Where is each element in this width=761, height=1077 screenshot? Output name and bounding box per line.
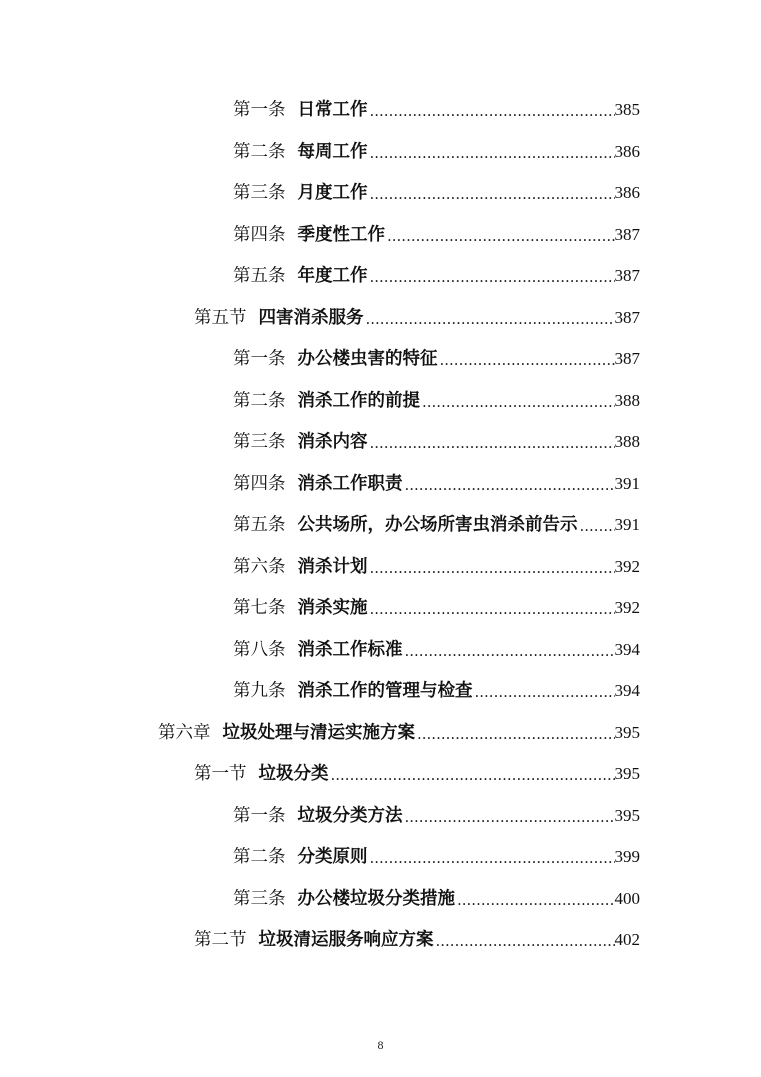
toc-dot-leader xyxy=(473,679,615,705)
toc-entry-title: 日常工作 xyxy=(297,100,368,120)
toc-entry[interactable] xyxy=(233,553,640,581)
toc-dot-leader xyxy=(403,804,615,830)
toc-entry-page: 395 xyxy=(614,722,640,742)
toc-entry-title: 公共场所，办公场所害虫消杀前告示 xyxy=(297,515,578,535)
toc-entry-title: 办公楼垃圾分类措施 xyxy=(297,888,455,909)
toc-entry-page: 386 xyxy=(614,183,640,202)
toc-entry-number: 第二条 xyxy=(233,390,286,411)
toc-dot-leader xyxy=(368,845,615,871)
toc-dot-leader xyxy=(434,928,615,954)
toc-entry[interactable] xyxy=(194,304,640,332)
toc-dot-leader xyxy=(438,347,615,373)
toc-entry-number: 第四条 xyxy=(233,473,286,494)
toc-entry[interactable] xyxy=(194,760,640,788)
toc-entry-title: 垃圾分类方法 xyxy=(297,805,403,826)
toc-entry-page: 388 xyxy=(614,432,640,451)
toc-dot-leader xyxy=(329,762,615,788)
toc-entry[interactable] xyxy=(233,802,640,830)
toc-entry-number: 第六章 xyxy=(158,722,211,743)
toc-entry-page: 387 xyxy=(614,224,640,244)
toc-entry-title: 垃圾清运服务响应方案 xyxy=(258,930,434,950)
toc-entry[interactable] xyxy=(233,387,640,415)
toc-dot-leader xyxy=(403,638,615,664)
toc-entry-number: 第五条 xyxy=(233,266,286,286)
toc-entry-number: 第四条 xyxy=(233,224,286,245)
toc-entry[interactable] xyxy=(233,594,640,622)
toc-entry-title: 消杀实施 xyxy=(297,598,368,618)
toc-dot-leader xyxy=(368,430,615,456)
toc-dot-leader xyxy=(403,472,615,498)
toc-entry-title: 季度性工作 xyxy=(297,224,385,245)
toc-entry-title: 消杀工作标准 xyxy=(297,639,403,660)
toc-entry-title: 消杀工作的前提 xyxy=(297,390,420,411)
toc-dot-leader xyxy=(368,555,615,581)
toc-entry[interactable] xyxy=(233,843,640,871)
toc-entry-number: 第九条 xyxy=(233,681,286,701)
toc-entry-title: 每周工作 xyxy=(297,141,368,162)
toc-entry[interactable] xyxy=(233,262,640,290)
toc-entry-page: 395 xyxy=(614,805,640,825)
toc-entry[interactable] xyxy=(233,511,640,539)
toc-entry-number: 第五条 xyxy=(233,515,286,535)
toc-entry-page: 385 xyxy=(614,100,640,119)
toc-entry-title: 月度工作 xyxy=(297,183,368,203)
toc-entry-number: 第一条 xyxy=(233,349,286,369)
toc-entry-number: 第二节 xyxy=(194,930,247,950)
toc-entry-number: 第一条 xyxy=(233,805,286,826)
toc-dot-leader xyxy=(455,887,615,913)
toc-dot-leader xyxy=(415,721,615,747)
toc-entry[interactable] xyxy=(233,885,640,913)
toc-entry-page: 402 xyxy=(614,930,640,949)
toc-entry[interactable] xyxy=(233,138,640,166)
toc-entry[interactable] xyxy=(233,179,640,207)
toc-entry[interactable] xyxy=(233,221,640,249)
toc-entry-title: 消杀工作的管理与检查 xyxy=(297,681,473,701)
toc-entry-page: 387 xyxy=(614,307,640,327)
toc-entry-title: 消杀内容 xyxy=(297,432,368,452)
toc-entry[interactable] xyxy=(233,428,640,456)
toc-entry-number: 第六条 xyxy=(233,556,286,577)
toc-entry-page: 394 xyxy=(614,639,640,659)
toc-entry[interactable] xyxy=(233,345,640,373)
page-number: 8 xyxy=(377,1038,384,1052)
toc-entry[interactable] xyxy=(233,96,640,124)
toc-entry[interactable] xyxy=(158,719,640,747)
toc-entry-number: 第五节 xyxy=(194,307,247,328)
toc-entry-page: 387 xyxy=(614,266,640,285)
toc-dot-leader xyxy=(578,513,615,539)
toc-entry-page: 394 xyxy=(614,681,640,700)
toc-entry-title: 消杀工作职责 xyxy=(297,473,403,494)
toc-entry-number: 第一节 xyxy=(194,764,247,784)
toc-entry[interactable] xyxy=(233,677,640,705)
toc-entry-title: 垃圾分类 xyxy=(258,764,329,784)
toc-dot-leader xyxy=(368,98,615,124)
toc-entry[interactable] xyxy=(233,636,640,664)
toc-entry-title: 四害消杀服务 xyxy=(258,307,364,328)
toc-entry-number: 第三条 xyxy=(233,888,286,909)
toc-entry-page: 399 xyxy=(614,847,640,866)
toc-entry-title: 消杀计划 xyxy=(297,556,368,577)
toc-entry-number: 第三条 xyxy=(233,183,286,203)
toc-entry-page: 387 xyxy=(614,349,640,368)
toc-entry-page: 392 xyxy=(614,598,640,617)
toc-entry-number: 第八条 xyxy=(233,639,286,660)
toc-entry-title: 办公楼虫害的特征 xyxy=(297,349,438,369)
toc-entry[interactable] xyxy=(233,470,640,498)
toc-entry-title: 年度工作 xyxy=(297,266,368,286)
toc-dot-leader xyxy=(385,223,615,249)
toc-dot-leader xyxy=(368,596,615,622)
toc-entry-number: 第三条 xyxy=(233,432,286,452)
toc-entry-page: 395 xyxy=(614,764,640,783)
toc-entry-number: 第一条 xyxy=(233,100,286,120)
toc-dot-leader xyxy=(368,181,615,207)
toc-entry-page: 400 xyxy=(614,888,640,908)
toc-dot-leader xyxy=(420,389,615,415)
toc-entry[interactable] xyxy=(194,926,640,954)
toc-dot-leader xyxy=(368,264,615,290)
toc-entry-page: 391 xyxy=(614,473,640,493)
toc-entry-number: 第二条 xyxy=(233,141,286,162)
toc-entry-page: 388 xyxy=(614,390,640,410)
toc-entry-title: 分类原则 xyxy=(297,847,368,867)
toc-dot-leader xyxy=(368,140,615,166)
toc-dot-leader xyxy=(364,306,615,332)
toc-entry-number: 第七条 xyxy=(233,598,286,618)
toc-entry-title: 垃圾处理与清运实施方案 xyxy=(222,722,415,743)
toc-entry-page: 386 xyxy=(614,141,640,161)
toc-entry-page: 392 xyxy=(614,556,640,576)
toc-entry-page: 391 xyxy=(614,515,640,534)
toc-entry-number: 第二条 xyxy=(233,847,286,867)
